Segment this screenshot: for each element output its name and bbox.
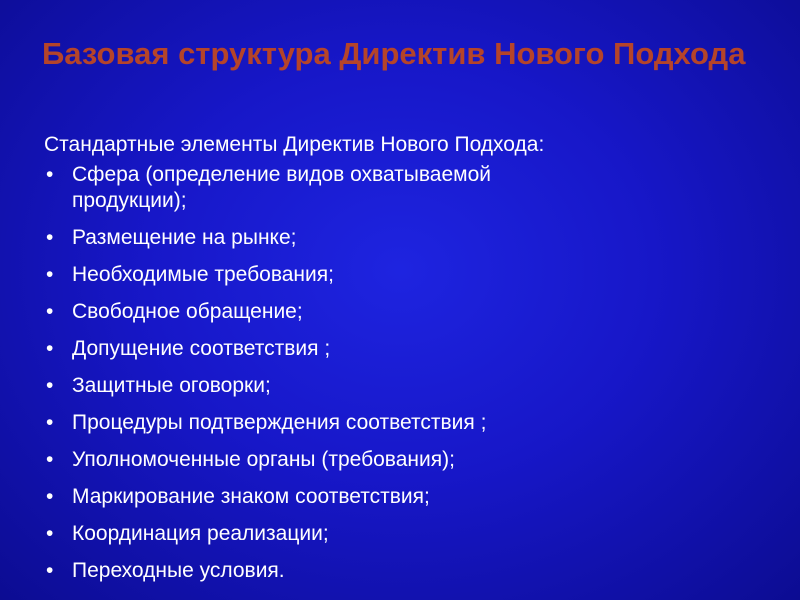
intro-text: Стандартные элементы Директив Нового Подхода: (44, 133, 545, 156)
list-item (44, 373, 764, 399)
list-item-text: Процедуры подтверждения соответствия ; (72, 411, 487, 434)
list-item-text: Размещение на рынке; (72, 226, 297, 249)
list-item-text: Сфера (определение видов охватываемой продукции); (72, 163, 491, 212)
bullet-icon: • (46, 263, 54, 286)
list-item (44, 558, 764, 584)
list-item (44, 336, 764, 362)
list-item (44, 484, 764, 510)
list-item (44, 299, 764, 325)
list-item-text: Переходные условия. (72, 559, 285, 582)
list-item (44, 447, 764, 473)
bullet-icon: • (46, 163, 54, 186)
list-item (44, 262, 764, 288)
bullet-list (44, 162, 764, 595)
list-item (44, 410, 764, 436)
list-item-text: Необходимые требования; (72, 263, 334, 286)
bullet-icon: • (46, 485, 54, 508)
bullet-icon: • (46, 374, 54, 397)
slide-title: Базовая структура Директив Нового Подхода (42, 36, 746, 71)
bullet-icon: • (46, 522, 54, 545)
list-item (44, 521, 764, 547)
bullet-icon: • (46, 300, 54, 323)
bullet-icon: • (46, 226, 54, 249)
list-item (44, 162, 764, 214)
list-item-text: Допущение соответствия ; (72, 337, 331, 360)
bullet-icon: • (46, 337, 54, 360)
bullet-icon: • (46, 448, 54, 471)
list-item-text: Координация реализации; (72, 522, 329, 545)
list-item-text: Свободное обращение; (72, 300, 303, 323)
list-item-text: Уполномоченные органы (требования); (72, 448, 455, 471)
list-item (44, 225, 764, 251)
list-item-text: Маркирование знаком соответствия; (72, 485, 430, 508)
bullet-icon: • (46, 411, 54, 434)
bullet-icon: • (46, 559, 54, 582)
list-item-text: Защитные оговорки; (72, 374, 271, 397)
